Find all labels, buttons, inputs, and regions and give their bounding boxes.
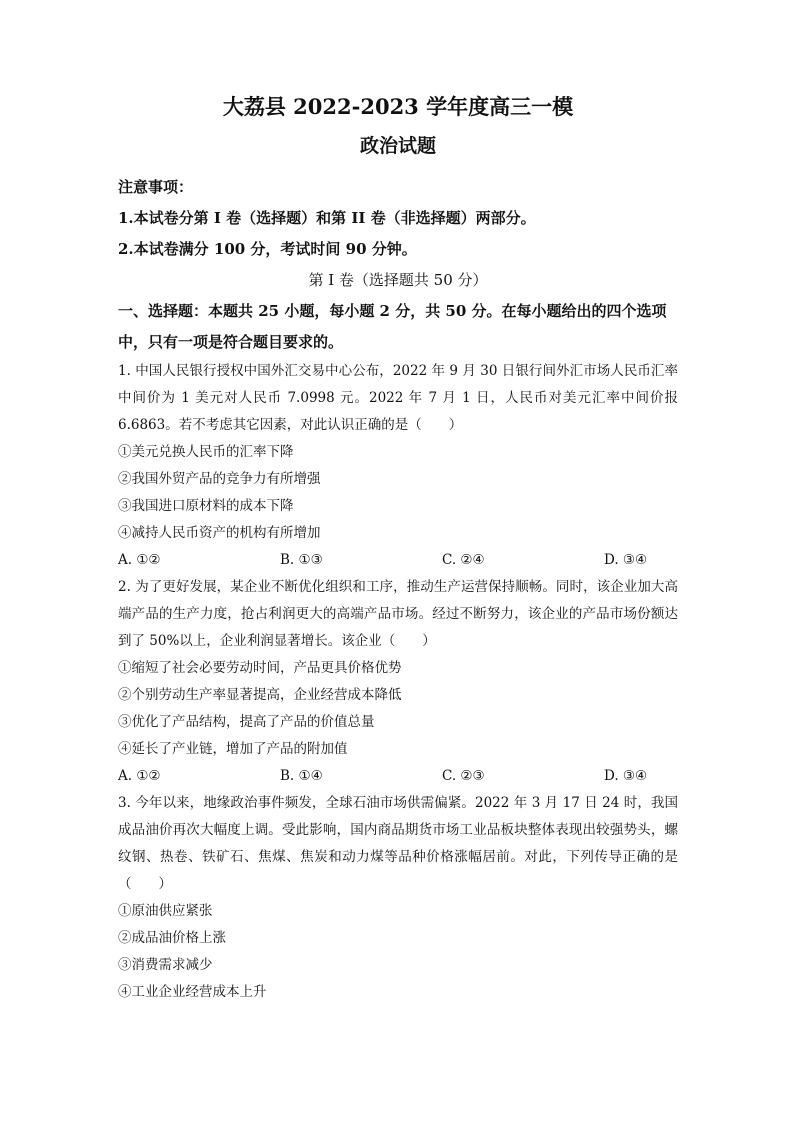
choice-d: D. ③④ — [604, 768, 648, 784]
part1-instruction: 一、选择题：本题共 25 小题，每小题 2 分，共 50 分。在每小题给出的四个选项中，只有一项是符合题目要求的。 — [118, 302, 667, 351]
statement: ①美元兑换人民币的汇率下降 — [118, 444, 294, 460]
notice-item: 1.本试卷分第 I 卷（选择题）和第 II 卷（非选择题）两部分。 — [118, 209, 536, 227]
question-stem: 3. 今年以来，地缘政治事件频发，全球石油市场供需偏紧。2022 年 3 月 17 日 24 时，我国成品油价再次大幅度上调。受此影响，国内商品期货市场工业品板块整体表现出较强势头，螺纹钢、热卷、铁矿石、焦煤、焦炭和动力煤等品种价格涨幅居前。对此，下列传导正确的是（ ） — [118, 795, 678, 892]
statement: ③我国进口原材料的成本下降 — [118, 498, 294, 514]
question-2 — [118, 574, 678, 790]
statement: ④延长了产业链，增加了产品的附加值 — [118, 741, 348, 757]
choice-c: C. ②③ — [442, 768, 485, 784]
exam-subtitle: 政治试题 — [359, 135, 436, 157]
notice-heading: 注意事项： — [118, 178, 194, 196]
question-3 — [118, 790, 678, 1006]
choice-c: C. ②④ — [442, 552, 485, 568]
question-1 — [118, 358, 678, 574]
part1-title: 第 I 卷（选择题共 50 分） — [308, 271, 488, 289]
statement: ①原油供应紧张 — [118, 903, 213, 919]
notice-item: 2.本试卷满分 100 分，考试时间 90 分钟。 — [118, 240, 417, 258]
exam-page — [118, 92, 678, 1006]
choice-b: B. ①③ — [280, 552, 323, 568]
question-stem: 2. 为了更好发展，某企业不断优化组织和工序，推动生产运营保持顺畅。同时，该企业加大高端产品的生产力度，抢占利润更大的高端产品市场。经过不断努力，该企业的产品市场份额达到了 50%以上，企业利润显著增长。该企业（ ） — [118, 579, 678, 649]
statement: ③优化了产品结构，提高了产品的价值总量 — [118, 714, 375, 730]
statement: ②我国外贸产品的竞争力有所增强 — [118, 471, 321, 487]
statement: ④减持人民币资产的机构有所增加 — [118, 525, 321, 541]
choice-a: A. ①② — [118, 768, 161, 784]
statement: ①缩短了社会必要劳动时间，产品更具价格优势 — [118, 660, 402, 676]
choice-d: D. ③④ — [604, 552, 648, 568]
exam-title: 大荔县 2022-2023 学年度高三一模 — [222, 94, 574, 119]
choice-b: B. ①④ — [280, 768, 323, 784]
statement: ②个别劳动生产率显著提高，企业经营成本降低 — [118, 687, 402, 703]
choice-a: A. ①② — [118, 552, 161, 568]
answer-choices — [118, 763, 678, 790]
statement: ②成品油价格上涨 — [118, 930, 226, 946]
question-stem: 1. 中国人民银行授权中国外汇交易中心公布，2022 年 9 月 30 日银行间外汇市场人民币汇率中间价为 1 美元对人民币 7.0998 元。2022 年 7 月 1 日，人民币对美元汇率中间价报 6.6863。若不考虑其它因素，对此认识正确的是（ ） — [118, 363, 678, 433]
answer-choices — [118, 547, 678, 574]
notice-section — [118, 172, 678, 265]
statement: ③消费需求减少 — [118, 957, 213, 973]
statement: ④工业企业经营成本上升 — [118, 984, 267, 1000]
